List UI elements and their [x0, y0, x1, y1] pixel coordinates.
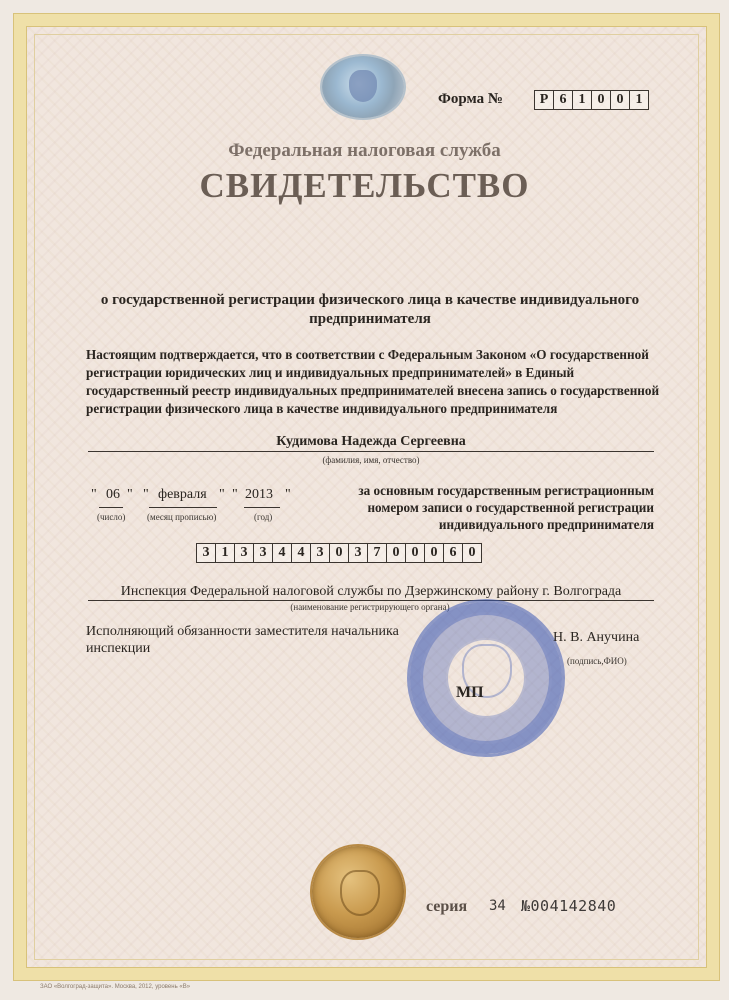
inspection-name: Инспекция Федеральной налоговой службы по Дзержинскому району г. Волгограда	[88, 584, 654, 601]
registration-number-cell: 3	[348, 543, 368, 563]
form-number-cell: Р	[534, 90, 554, 110]
hologram-emblem-icon	[322, 56, 404, 118]
date-year-caption: (год)	[254, 512, 273, 522]
registration-number-cell: 4	[291, 543, 311, 563]
quote-mark: "	[232, 487, 238, 502]
registration-number-cell: 0	[405, 543, 425, 563]
confirmation-text: Настоящим подтверждается, что в соответствии с Федеральным Законом «О государственной регистрации юридических лиц и индивидуальных предпринимателей» в Единый государственный реестр индивидуальных предпринимателей внесена запись о государственной регистрации физического лица в качестве индивидуального предпринимателя	[86, 347, 660, 416]
blue-stamp-icon	[407, 599, 565, 757]
agency-name: Федеральная налоговая служба	[228, 140, 501, 161]
registration-number-cell: 1	[215, 543, 235, 563]
registration-text: за основным государственным регистрационным номером записи о государственной регистрации индивидуального предпринимателя	[358, 483, 654, 532]
date-day-line	[99, 507, 123, 508]
registration-number-cell: 3	[196, 543, 216, 563]
registration-number-cells	[197, 543, 482, 563]
form-number-label: Форма №	[438, 91, 503, 107]
registration-number-cell: 3	[234, 543, 254, 563]
date-year: 2013	[245, 487, 273, 502]
date-month-caption: (месяц прописью)	[147, 512, 217, 522]
person-name-caption: (фамилия, имя, отчество)	[322, 455, 420, 465]
registration-number-cell: 0	[462, 543, 482, 563]
serial-number: №004142840	[521, 897, 617, 915]
series-label: серия	[426, 898, 468, 915]
series-number: 34	[489, 898, 506, 914]
date-day-caption: (число)	[97, 512, 126, 522]
quote-mark: "	[219, 487, 225, 502]
signature-caption: (подпись,ФИО)	[567, 656, 627, 666]
official-position: Исполняющий обязанности заместителя начальника инспекции	[86, 624, 399, 656]
registration-number-cell: 7	[367, 543, 387, 563]
stamp-place-label: МП	[456, 684, 484, 701]
registration-number-cell: 0	[386, 543, 406, 563]
inspection-caption: (наименование регистрирующего органа)	[290, 602, 450, 612]
form-number-cell: 0	[591, 90, 611, 110]
form-number-cells	[535, 90, 649, 110]
registration-number-cell: 6	[443, 543, 463, 563]
date-month: февраля	[158, 487, 207, 502]
registration-number-cell: 0	[424, 543, 444, 563]
form-number-cell: 0	[610, 90, 630, 110]
signer-name: Н. В. Анучина	[553, 630, 640, 645]
form-number-cell: 6	[553, 90, 573, 110]
registration-number-cell: 4	[272, 543, 292, 563]
date-year-line	[244, 507, 280, 508]
form-number-cell: 1	[629, 90, 649, 110]
quote-mark: "	[127, 487, 133, 502]
quote-mark: "	[91, 487, 97, 502]
printer-footer: ЗАО «Волгоград-защита». Москва, 2012, уровень «В»	[40, 984, 191, 990]
date-day: 06	[106, 487, 120, 502]
registration-number-cell: 3	[310, 543, 330, 563]
document-subtitle: о государственной регистрации физического лица в качестве индивидуального предпринимателя	[100, 292, 640, 327]
quote-mark: "	[143, 487, 149, 502]
quote-mark: "	[285, 487, 291, 502]
date-month-line	[149, 507, 217, 508]
gold-seal-icon	[312, 846, 404, 938]
document-title: СВИДЕТЕЛЬСТВО	[199, 166, 530, 205]
registration-number-cell: 0	[329, 543, 349, 563]
person-name: Кудимова Надежда Сергеевна	[88, 434, 654, 452]
form-number-cell: 1	[572, 90, 592, 110]
registration-number-cell: 3	[253, 543, 273, 563]
